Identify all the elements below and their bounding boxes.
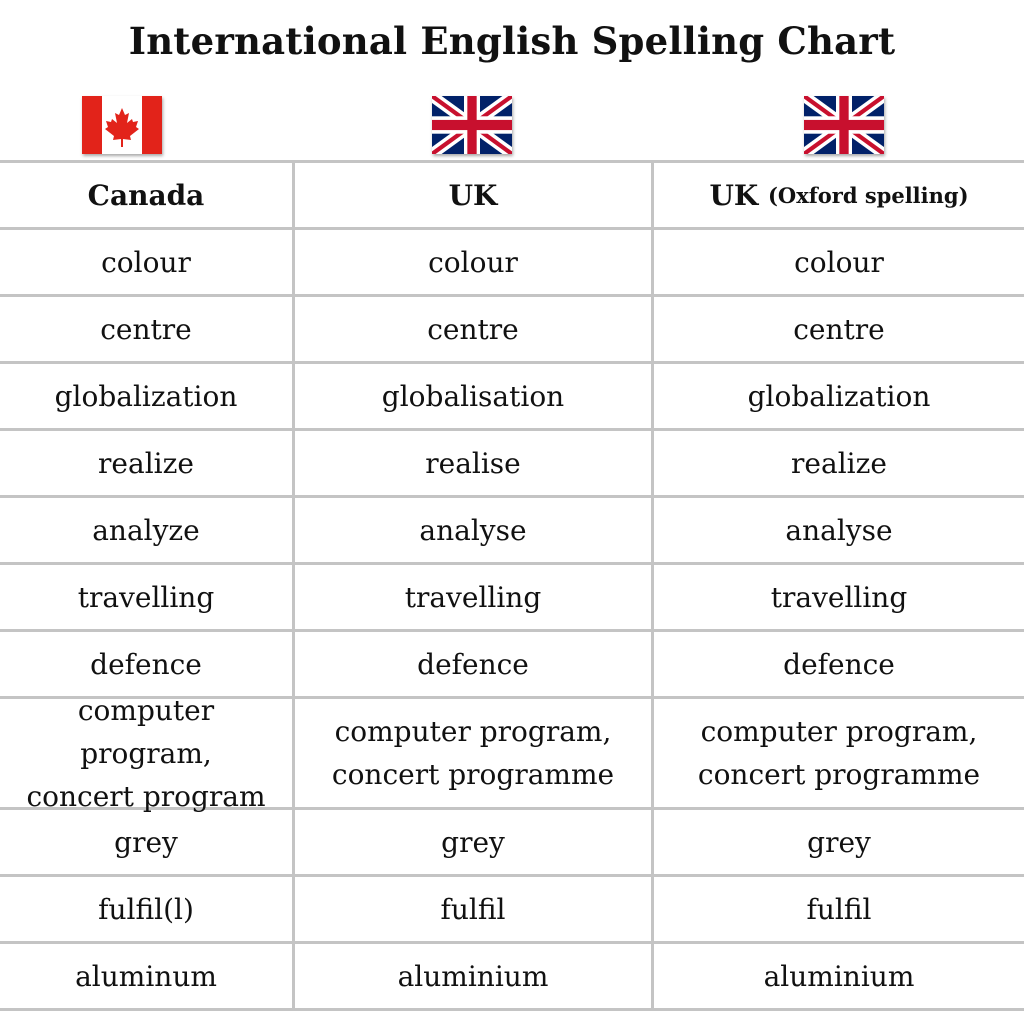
cell-canada: grey <box>114 825 178 859</box>
table-row <box>0 364 1024 431</box>
table-row <box>0 877 1024 944</box>
cell-uk: defence <box>292 632 651 696</box>
cell-uk-oxford: globalization <box>651 364 1024 428</box>
cell-canada: fulfil(l) <box>98 892 194 926</box>
spelling-table <box>0 160 1024 1011</box>
cell-uk-oxford: colour <box>651 230 1024 294</box>
cell-uk-oxford: fulfil <box>651 877 1024 941</box>
table-row <box>0 498 1024 565</box>
uk-flag-icon <box>432 96 512 154</box>
cell-uk-oxford: grey <box>651 810 1024 874</box>
cell-canada: centre <box>100 312 192 346</box>
table-row <box>0 944 1024 1011</box>
cell-canada: realize <box>98 446 194 480</box>
cell-uk: aluminium <box>292 944 651 1008</box>
cell-uk-oxford: realize <box>651 431 1024 495</box>
canada-flag-icon <box>82 96 162 154</box>
table-row <box>0 431 1024 498</box>
uk-flag-icon <box>804 96 884 154</box>
table-row <box>0 297 1024 364</box>
cell-uk-oxford: aluminium <box>651 944 1024 1008</box>
cell-uk-oxford: defence <box>651 632 1024 696</box>
cell-uk: computer program, concert programme <box>292 699 651 807</box>
header-uk: UK <box>292 163 651 227</box>
cell-canada: travelling <box>77 580 215 614</box>
cell-uk-oxford: computer program, concert programme <box>651 699 1024 807</box>
cell-uk-oxford: travelling <box>651 565 1024 629</box>
cell-uk: realise <box>292 431 651 495</box>
table-row <box>0 230 1024 297</box>
cell-uk: colour <box>292 230 651 294</box>
header-canada: Canada <box>87 178 205 212</box>
cell-uk: fulfil <box>292 877 651 941</box>
cell-uk: analyse <box>292 498 651 562</box>
cell-uk-oxford: centre <box>651 297 1024 361</box>
header-uk-oxford: UK (Oxford spelling) <box>651 163 1024 227</box>
table-row <box>0 693 1024 813</box>
cell-canada: aluminum <box>75 959 217 993</box>
cell-uk: travelling <box>292 565 651 629</box>
cell-uk: globalisation <box>292 364 651 428</box>
cell-canada: globalization <box>54 379 238 413</box>
chart-title: International English Spelling Chart <box>128 19 896 63</box>
cell-canada: computer program, concert program <box>26 693 266 813</box>
cell-canada: defence <box>90 647 202 681</box>
cell-uk: grey <box>292 810 651 874</box>
table-row <box>0 810 1024 877</box>
cell-canada: colour <box>101 245 191 279</box>
cell-uk: centre <box>292 297 651 361</box>
table-row <box>0 565 1024 632</box>
cell-canada: analyze <box>92 513 200 547</box>
cell-uk-oxford: analyse <box>651 498 1024 562</box>
table-header-row <box>0 160 1024 230</box>
